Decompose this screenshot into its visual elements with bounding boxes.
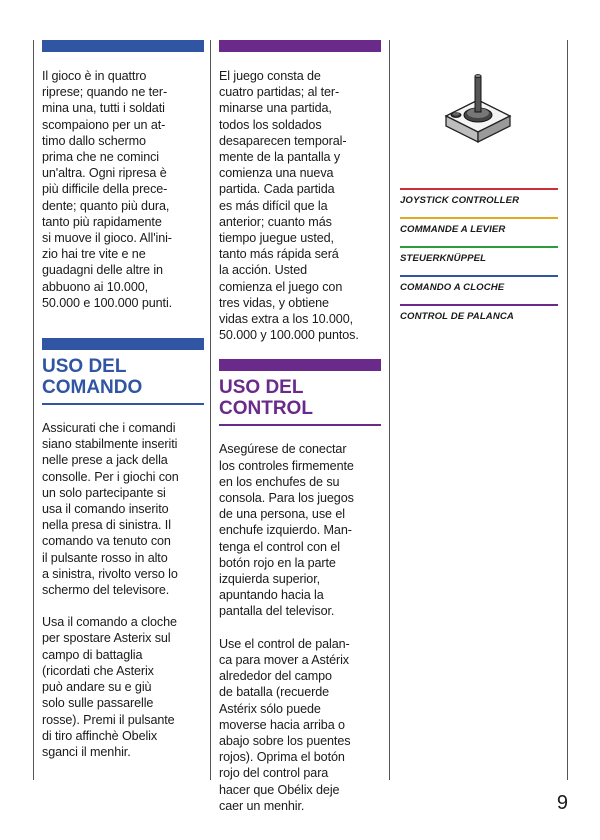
heading-underline (219, 424, 381, 426)
spanish-play-text: Use el control de palan- ca para mover a Astérix alrededor del campo de batalla (recuerde Astérix sólo puede moverse hacia arriba o abajo sobre los puentes rojos). Oprima el botón rojo del control para hacer que Obélix deje caer un menhir. (219, 636, 351, 813)
list-item (400, 246, 558, 264)
column-divider (210, 40, 211, 780)
page-number: 9 (556, 792, 568, 814)
column-divider (389, 40, 390, 780)
controller-label-french: COMMANDE A LEVIER (400, 224, 506, 235)
section-color-bar (42, 40, 204, 52)
heading-underline (42, 403, 204, 405)
italian-play-text: Usa il comando a cloche per spostare Asterix sul campo di battaglia (ricordati che Asterix può andare su e giù solo sulle passarelle rosse). Premi il pulsante di tiro affinchè Obelix sganci il menhir. (42, 615, 177, 759)
column-divider (567, 40, 568, 780)
list-item (400, 275, 558, 293)
controller-names-list (400, 188, 560, 338)
language-color-line (400, 217, 558, 219)
language-color-line (400, 304, 558, 306)
column-divider (33, 40, 34, 780)
section-color-bar (42, 338, 204, 350)
section-color-bar (219, 40, 381, 52)
italian-column (42, 40, 204, 760)
language-color-line (400, 246, 558, 248)
language-color-line (400, 275, 558, 277)
controller-label-spanish: CONTROL DE PALANCA (400, 311, 514, 322)
list-item (400, 188, 558, 206)
italian-heading: USO DEL COMANDO (42, 356, 143, 399)
spanish-controller-text: Asegúrese de conectar los controles firmemente en los enchufes de su consola. Para los juegos de una persona, use el enchufe izquierdo. Man- tenga el control con el botón rojo en la parte izquierda superior, apuntando hacia la pantalla del televisor. (219, 442, 354, 619)
list-item (400, 217, 558, 235)
spanish-heading: USO DEL CONTROL (219, 377, 313, 420)
language-color-line (400, 188, 558, 190)
controller-label-german: STEUERKNÜPPEL (400, 253, 487, 264)
italian-intro-text: Il gioco è in quattro riprese; quando ne ter- mina una, tutti i soldati scompaiono per un at- timo dallo schermo prima che ne cominci un'altra. Ogni ripresa è più difficile della prece- dente; quanto più dura, tanto più rapidamente si muove il gioco. All'ini- zio hai tre vite e ne guadagni delle altre in abbuono ai 10.000, 50.000 e 100.000 punti. (42, 69, 173, 310)
controller-label-italian: COMANDO A CLOCHE (400, 282, 505, 293)
controller-label-english: JOYSTICK CONTROLLER (400, 195, 520, 206)
section-color-bar (219, 359, 381, 371)
joystick-icon (438, 70, 518, 150)
italian-controller-text: Assicurati che i comandi siano stabilmente inseriti nelle prese a jack della consolle. Per i giochi con un solo partecipante si usa il comando inserito nella presa di sinistra. Il comando va tenuto con il pulsante rosso in alto a sinistra, rivolto verso lo schermo del televisore. (42, 421, 179, 598)
spanish-intro-text: El juego consta de cuatro partidas; al ter- minarse una partida, todos los soldados desaparecen temporal- mente de la pantalla y comienza una nueva partida. Cada partida es más difícil que la anterior; cuanto más tiempo juegue usted, tanto más rápida será la acción. Usted comienza el juego con tres vidas, y obtiene vidas extra a los 10.000, 50.000 y 100.000 puntos. (219, 69, 359, 343)
spanish-column (219, 40, 381, 814)
list-item (400, 304, 558, 322)
